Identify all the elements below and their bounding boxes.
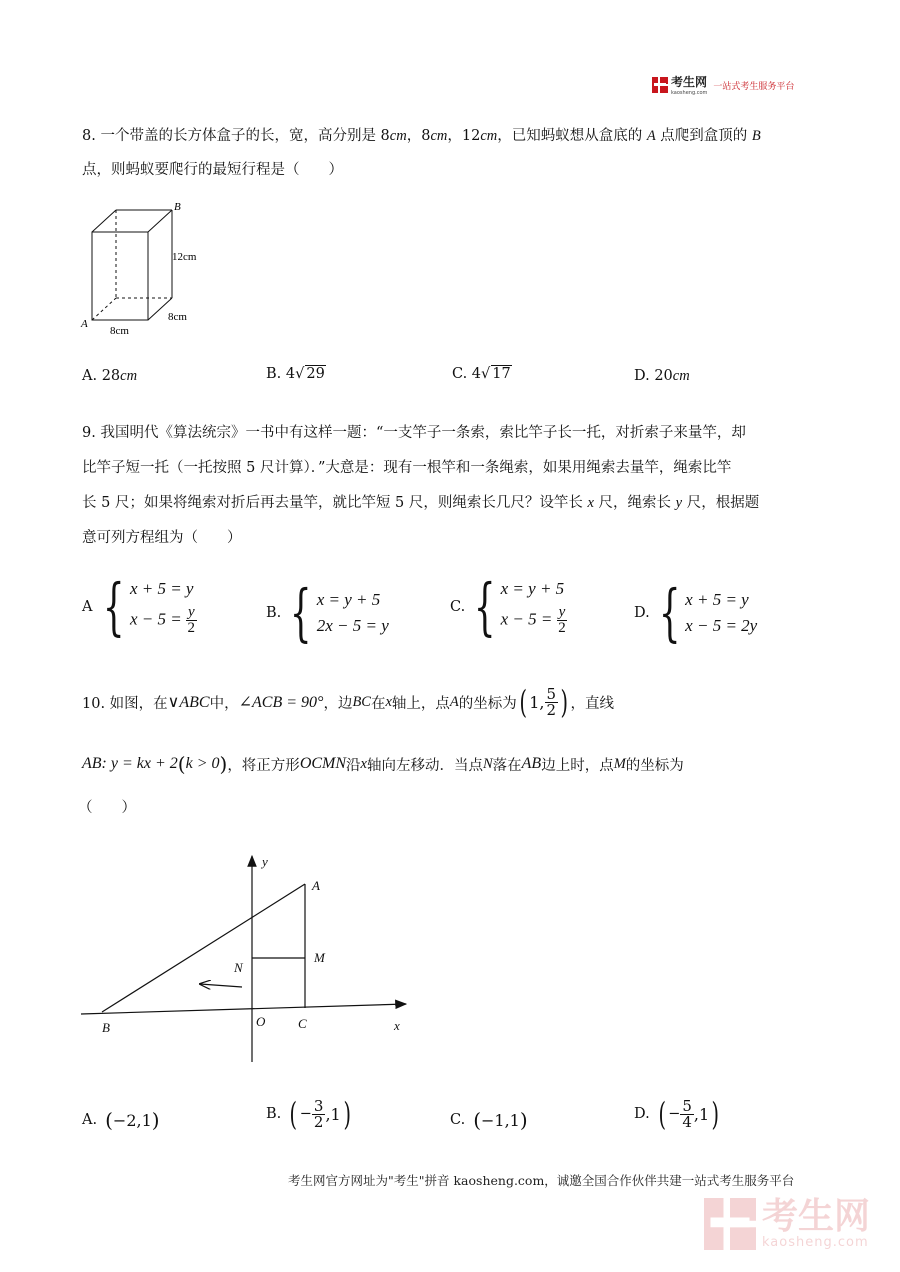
brace-icon: { <box>474 570 496 643</box>
move-left-arrow <box>200 984 242 987</box>
footer-text: 考生网官方网址为"考生"拼音 kaosheng.com，诚邀全国合作伙伴共建一站式考生服务平台 <box>288 1173 795 1188</box>
logo-site: kaosheng.com <box>671 90 708 96</box>
q8-option-b[interactable]: B. 4√ 29 <box>266 366 325 382</box>
brace-icon: { <box>103 570 126 643</box>
q10-option-d[interactable]: D. ( − $\frac{5}{4}$ ,1 ) <box>634 1095 720 1133</box>
q8-box-figure <box>80 198 220 338</box>
line-ab <box>102 884 305 1012</box>
label-y: y <box>262 854 268 869</box>
box-label-A: A <box>81 318 88 330</box>
q10-line2: AB : y = kx + 2 ( k > 0 ) ，将正方形 OCMN 沿 x 轴向左移动．当点 N 落在 AB 边上时，点 M 的坐标为 <box>82 752 684 776</box>
label-x: x <box>394 1018 400 1033</box>
q10-option-b[interactable]: B. ( − $\frac{3}{2}$ ,1 ) <box>266 1095 351 1133</box>
q10-figure <box>76 848 416 1064</box>
label-c: C <box>298 1016 307 1031</box>
q10-line1: 10. 如图，在 ∨ABC 中， ∠ACB = 90° ，边 BC 在 x 轴上，点 A 的坐标为 ( 1, $\frac{5}{2}$ ) ，直线 <box>82 683 615 721</box>
q8-line1: 8. 一个带盖的长方体盒子的长，宽，高分别是 8cm，8cm，12cm，已知蚂蚁想从盒底的 A 点爬到盒顶的 B <box>82 128 761 144</box>
q9-option-a[interactable]: A { x + 5 = y x − 5 = $\frac{y}{2}$ <box>82 570 196 643</box>
box-width-label: 8cm <box>168 311 187 323</box>
q9-line2: 比竿子短一托（一托按照 5 尺计算）．”大意是：现有一根竿和一条绳索，如果用绳索去量竿，绳索比竿 <box>82 460 732 476</box>
logo-icon <box>652 77 668 93</box>
q9-option-c[interactable]: C. { x = y + 5 x − 5 = $\frac{y}{2}$ <box>450 570 566 643</box>
watermark <box>704 1195 870 1250</box>
q9-line1: 9. 我国明代《算法统宗》一书中有这样一题：“一支竿子一条索，索比竿子长一托，对折索子来量竿，却 <box>82 425 746 441</box>
sqrt-symbol: √ 29 <box>295 366 325 382</box>
header-slogan: 一站式考生服务平台 <box>713 81 795 92</box>
box-length-label: 8cm <box>110 325 129 337</box>
label-b: B <box>102 1020 110 1035</box>
q10-option-c[interactable]: C. ( −1,1 ) <box>450 1108 528 1132</box>
brace-icon: { <box>658 576 681 649</box>
label-a: A <box>312 878 320 893</box>
watermark-site: kaosheng.com <box>761 1234 869 1250</box>
q8-option-c[interactable]: C. 4√ 17 <box>452 366 511 382</box>
q9-line3: 长 5 尺；如果将绳索对折后再去量竿，就比竿短 5 尺，则绳索长几尺？设竿长 x 尺，绳索长 y 尺，根据题 <box>82 495 760 511</box>
q9-line4: 意可列方程组为（ ） <box>82 530 242 546</box>
q9-option-d[interactable]: D. { x + 5 = y x − 5 = 2y <box>634 576 758 649</box>
q9-option-b[interactable]: B. { x = y + 5 2x − 5 = y <box>266 576 389 649</box>
q10-line3: （ ） <box>78 800 136 816</box>
label-m: M <box>314 950 325 965</box>
q10-option-a[interactable]: A. ( −2,1 ) <box>82 1108 160 1132</box>
watermark-name: 考生网 <box>761 1195 870 1237</box>
header-logo <box>652 74 794 96</box>
q8-option-d[interactable]: D. 20cm <box>634 368 690 384</box>
watermark-logo-icon <box>704 1198 756 1250</box>
label-n: N <box>234 960 243 975</box>
logo-name: 考生网 <box>671 75 708 89</box>
brace-icon: { <box>290 576 312 649</box>
box-label-B: B <box>174 201 181 213</box>
x-axis <box>81 1004 406 1014</box>
label-o: O <box>256 1014 266 1029</box>
q8-line2: 点，则蚂蚁要爬行的最短行程是（ ） <box>82 162 343 178</box>
sqrt-symbol: √ 17 <box>481 366 511 382</box>
box-height-label: 12cm <box>172 251 197 263</box>
q8-option-a[interactable]: A. 28cm <box>82 368 138 384</box>
